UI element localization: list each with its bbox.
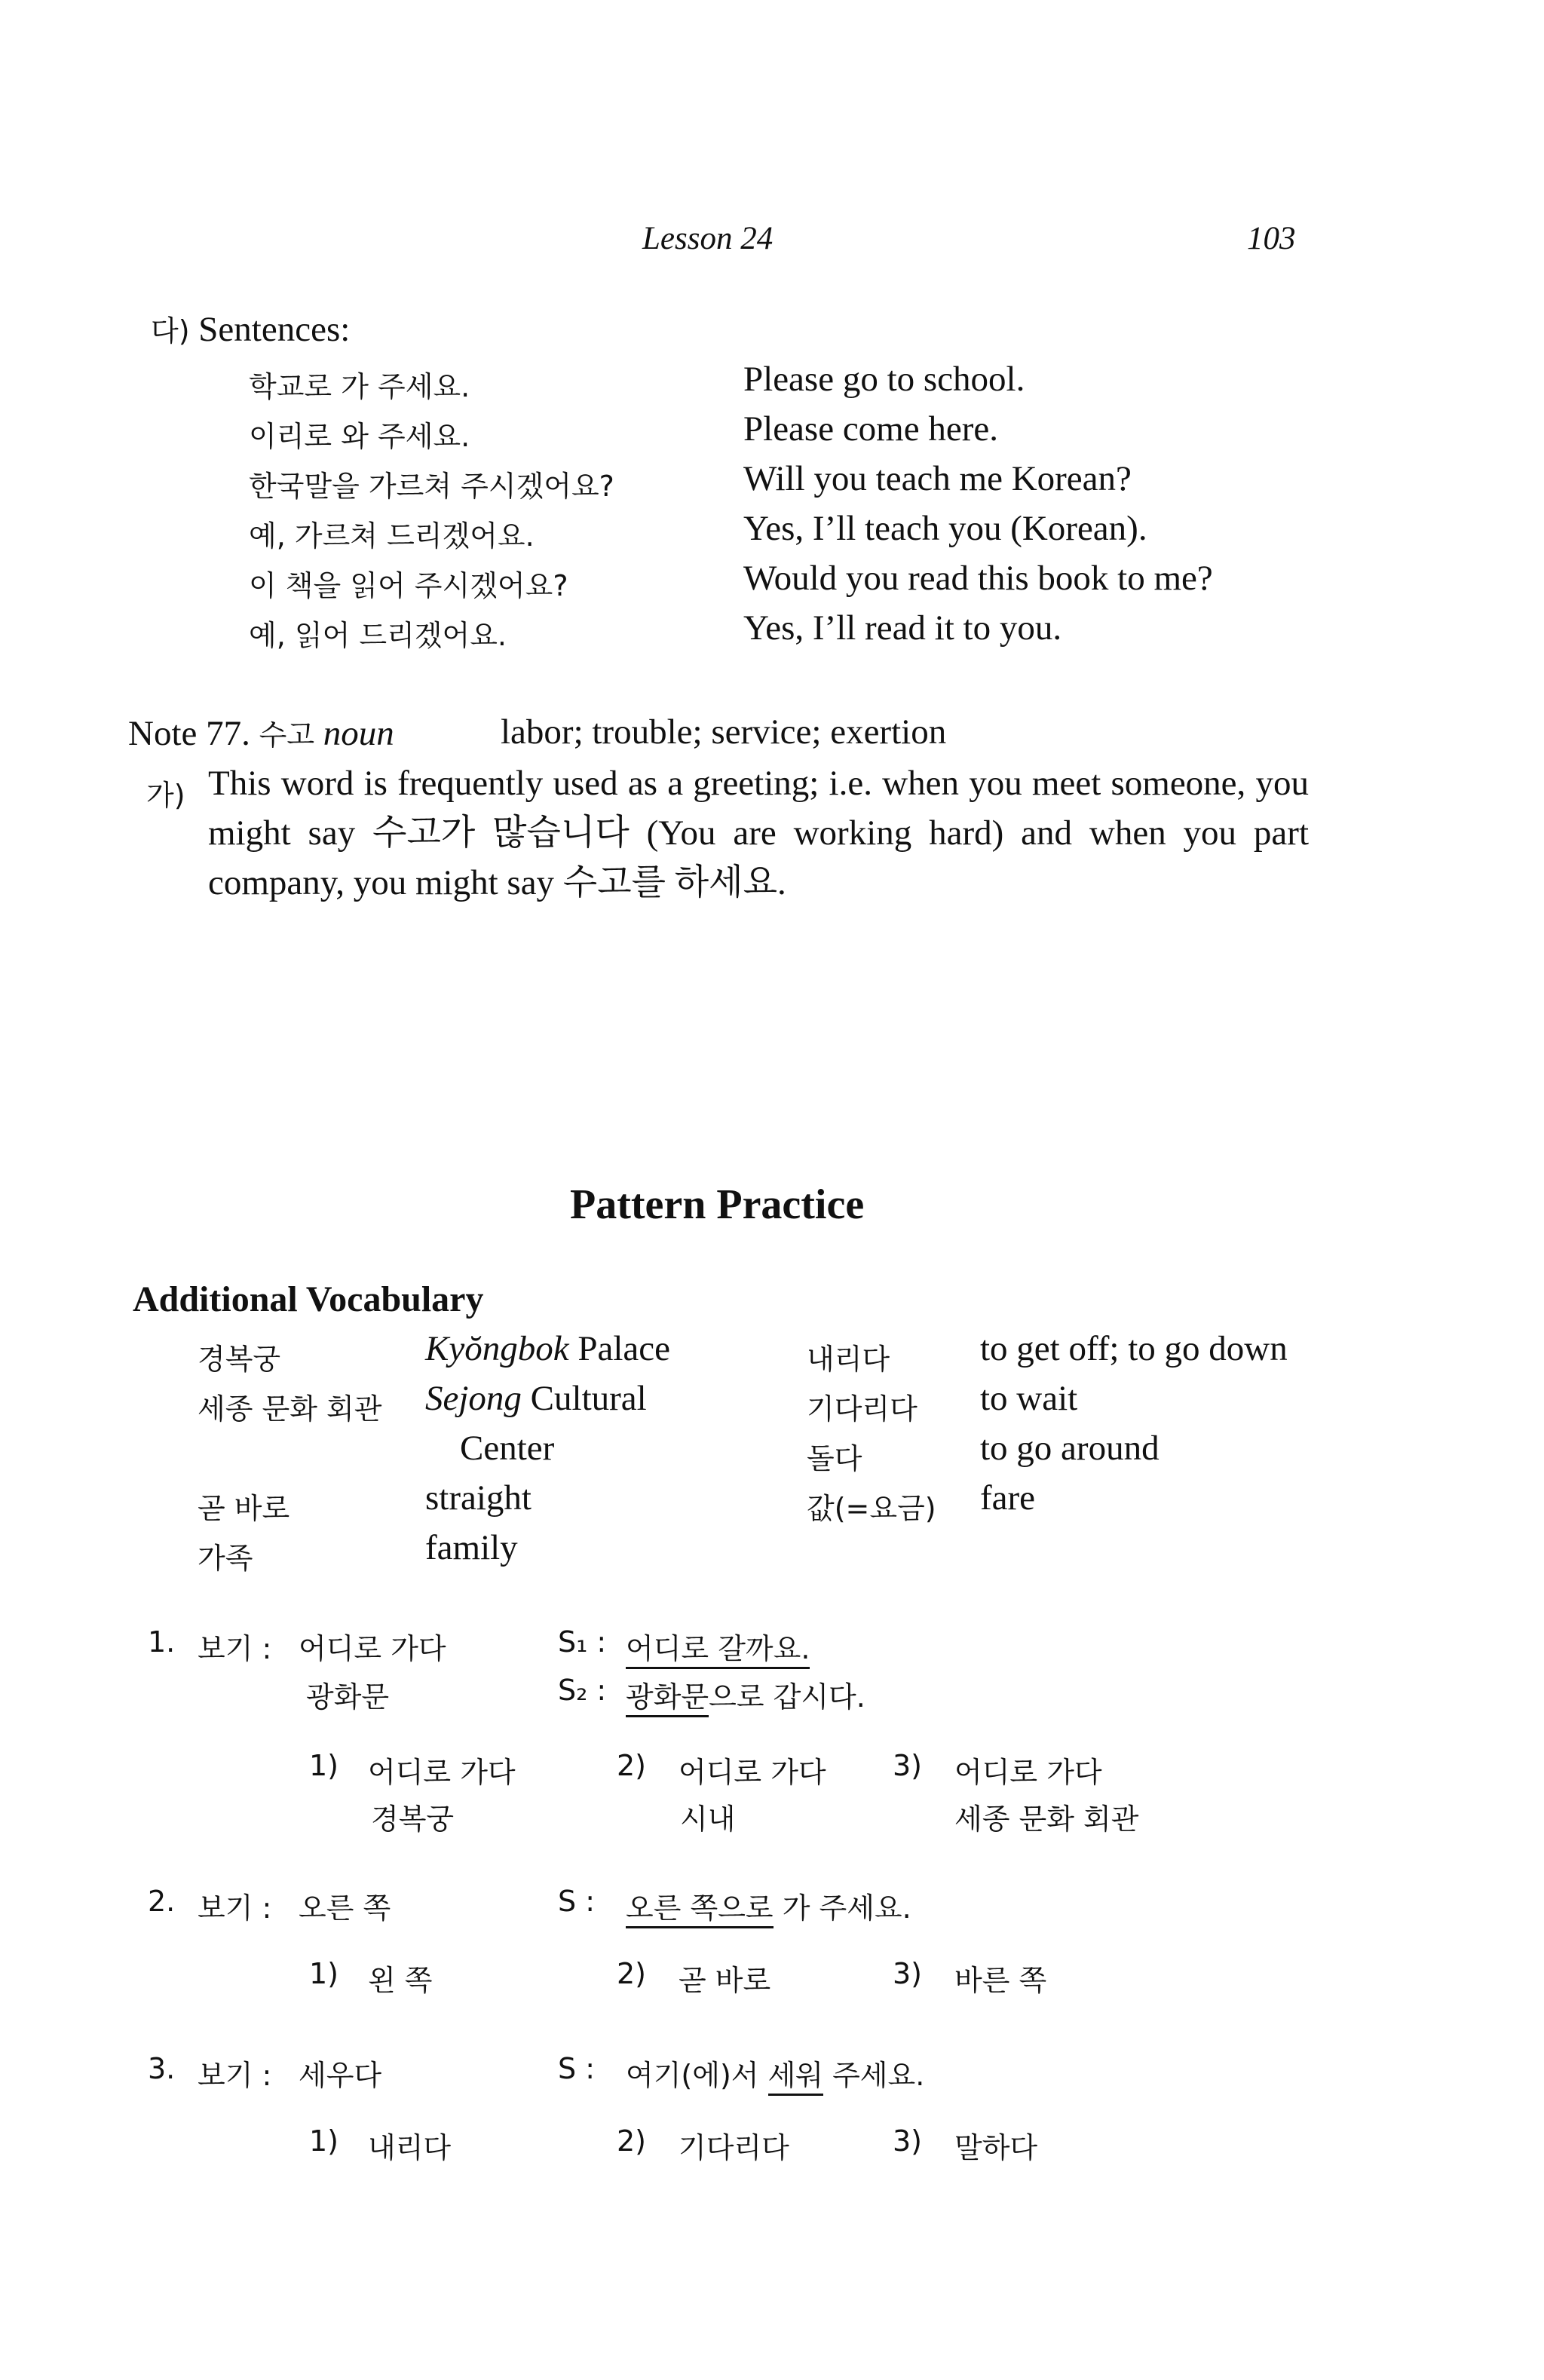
vocab-ko: 값(=요금) [807, 1492, 936, 1525]
vocab-ko: 곧 바로 [198, 1492, 290, 1525]
item-cue: 어디로 가다 [679, 1756, 826, 1789]
note-pos: noun [323, 714, 394, 753]
vocab-en [425, 1378, 647, 1419]
model-answer-pre: 여기(에)서 [626, 2059, 768, 2092]
item-cue: 어디로 가다 [368, 1756, 516, 1789]
vocab-en-italic: Sejong [425, 1379, 522, 1418]
sentence-en: Yes, I’ll read it to you. [743, 608, 1062, 648]
vocab-ko: 기다리다 [807, 1392, 918, 1426]
note-heading [128, 712, 394, 754]
vocab-en: straight [425, 1478, 532, 1518]
vocab-en: to get off; to go down [980, 1329, 1288, 1368]
sentence-ko: 이리로 와 주세요. [249, 420, 470, 453]
model-answer [626, 1674, 865, 1715]
speaker-label: S : [558, 2052, 596, 2085]
vocab-ko: 세종 문화 회관 [198, 1392, 382, 1426]
model-answer-underlined: 세워 [768, 2059, 823, 2096]
item-cue: 곧 바로 [679, 1964, 771, 1997]
sentence-en: Will you teach me Korean? [743, 459, 1132, 498]
example-label: 보기 : [198, 1891, 272, 1925]
sentence-ko: 예, 읽어 드리겠어요. [249, 619, 507, 652]
item-cue: 말하다 [954, 2131, 1038, 2164]
item-cue-2: 경복궁 [371, 1803, 455, 1836]
exercise-number: 2. [148, 1885, 176, 1918]
item-number: 2) [617, 2124, 647, 2158]
sentence-en: Please come here. [743, 409, 998, 449]
item-cue-2: 세종 문화 회관 [954, 1803, 1139, 1836]
sentence-ko: 학교로 가 주세요. [249, 370, 470, 403]
item-number: 3) [893, 1957, 923, 1990]
speaker-label: S₂ : [558, 1674, 607, 1707]
vocab-en-text: Palace [568, 1329, 670, 1368]
vocab-title: Additional Vocabulary [133, 1279, 484, 1319]
vocab-en-italic: Kyŏngbok [425, 1329, 569, 1368]
vocab-en: family [425, 1528, 518, 1567]
sentence-ko: 한국말을 가르쳐 주시겠어요? [249, 470, 614, 503]
sentence-ko: 예, 가르쳐 드리겠어요. [249, 519, 535, 553]
vocab-ko: 내리다 [807, 1343, 890, 1376]
speaker-label: S : [558, 1885, 596, 1918]
note-label: Note 77. [128, 714, 250, 753]
item-number: 1) [309, 1957, 339, 1990]
vocab-en: to go around [980, 1429, 1160, 1468]
vocab-ko: 가족 [198, 1542, 253, 1575]
model-answer [626, 2052, 924, 2094]
note-body: This word is frequently used as a greeting; i.e. when you meet someone, you might say 수고가 많습니다 (You are working hard) and when you part company, you might say 수고를 하세요. [208, 764, 1309, 902]
page-number: 103 [1247, 221, 1296, 256]
model-answer-underlined: 광화문 [626, 1680, 709, 1717]
vocab-en [425, 1328, 670, 1369]
item-number: 2) [617, 1957, 647, 1990]
item-cue: 왼 쪽 [368, 1964, 433, 1997]
item-number: 1) [309, 2124, 339, 2158]
item-number: 1) [309, 1749, 339, 1782]
example-label: 보기 : [198, 2059, 272, 2092]
vocab-en: fare [980, 1478, 1036, 1518]
note-sub-marker: 가) [146, 779, 185, 812]
item-number: 3) [893, 2124, 923, 2158]
exercise-number: 1. [148, 1625, 176, 1659]
sentences-heading [151, 308, 350, 350]
running-title: Lesson 24 [642, 221, 774, 256]
pattern-practice-title: Pattern Practice [570, 1181, 865, 1228]
exercise-number: 3. [148, 2052, 176, 2085]
model-answer [626, 1625, 810, 1667]
section-marker: 다) [151, 314, 190, 348]
sentence-en: Would you read this book to me? [743, 559, 1213, 598]
model-answer-underlined: 오른 쪽으로 [626, 1891, 774, 1928]
item-cue-2: 시내 [680, 1803, 736, 1836]
item-number: 3) [893, 1749, 923, 1782]
item-cue: 내리다 [368, 2131, 452, 2164]
speaker-label: S₁ : [558, 1625, 607, 1659]
sentence-ko: 이 책을 읽어 주시겠어요? [249, 569, 568, 602]
sentence-en: Please go to school. [743, 360, 1025, 399]
sentence-en: Yes, I’ll teach you (Korean). [743, 509, 1147, 548]
model-answer-rest: 가 주세요. [773, 1891, 911, 1925]
example-cue: 어디로 가다 [299, 1632, 446, 1665]
model-answer [626, 1885, 911, 1926]
model-answer-text: 어디로 갈까요. [626, 1632, 810, 1669]
vocab-ko: 돌다 [807, 1442, 862, 1475]
vocab-ko: 경복궁 [198, 1343, 281, 1376]
item-cue: 어디로 가다 [954, 1756, 1102, 1789]
note-gloss: labor; trouble; service; exertion [501, 712, 947, 752]
example-cue-2: 광화문 [306, 1680, 390, 1714]
example-cue: 오른 쪽 [299, 1891, 391, 1925]
example-label: 보기 : [198, 1632, 272, 1665]
item-cue: 기다리다 [679, 2131, 789, 2164]
item-number: 2) [617, 1749, 647, 1782]
item-cue: 바른 쪽 [954, 1964, 1047, 1997]
sentences-title: Sentences: [198, 310, 351, 349]
model-answer-rest: 으로 갑시다. [709, 1680, 865, 1714]
note-word: 수고 [259, 718, 315, 752]
model-answer-rest: 주세요. [823, 2059, 925, 2092]
vocab-en: Center [460, 1429, 555, 1468]
example-cue: 세우다 [299, 2059, 382, 2092]
vocab-en: to wait [980, 1379, 1078, 1418]
vocab-en-text: Cultural [521, 1379, 647, 1418]
